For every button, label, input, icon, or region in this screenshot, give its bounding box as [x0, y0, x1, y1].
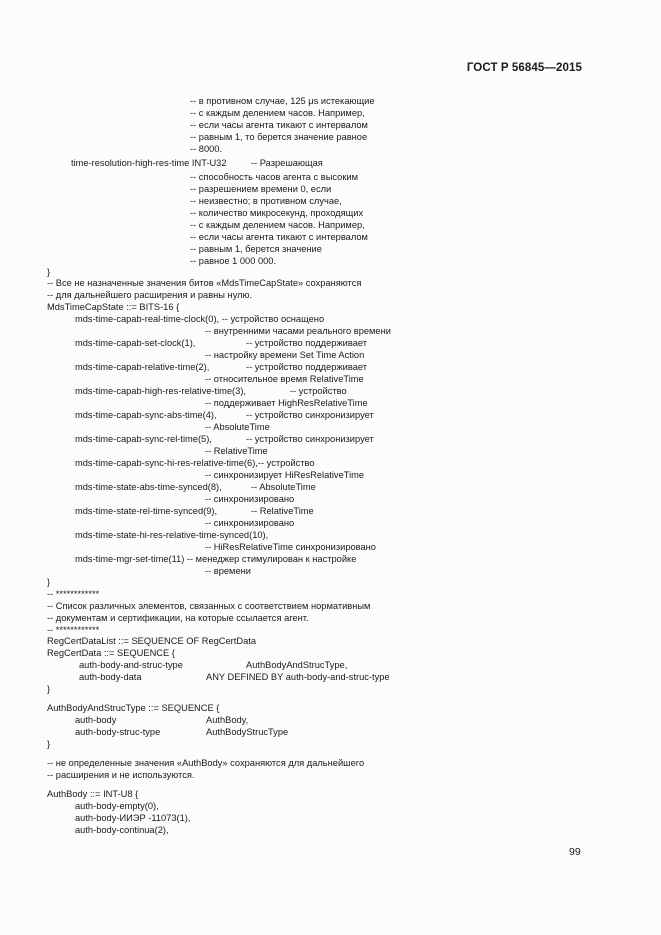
code-line: -- ************	[47, 625, 100, 635]
code-line: -- Список различных элементов, связанных с соответствием нормативным	[47, 601, 371, 611]
code-line: auth-body	[75, 715, 117, 725]
code-line: mds-time-capab-sync-abs-time(4),	[75, 410, 217, 420]
code-line: mds-time-capab-real-time-clock(0), -- устройство оснащено	[75, 314, 325, 324]
code-line: -- внутренними часами реального времени	[205, 326, 391, 336]
code-line: -- синхронизировано	[205, 518, 295, 528]
code-line: AuthBody ::= INT-U8 {	[47, 789, 139, 799]
code-line: -- равным 1, то берется значение равное	[190, 132, 368, 142]
code-line: mds-time-capab-set-clock(1),	[75, 338, 196, 348]
code-line: -- равным 1, берется значение	[190, 244, 322, 254]
code-line: -- если часы агента тикают с интервалом	[190, 120, 368, 130]
code-line: -- с каждым делением часов. Например,	[190, 220, 365, 230]
code-line: RegCertData ::= SEQUENCE {	[47, 648, 175, 658]
code-line: -- синхронизирует HiResRelativeTime	[205, 470, 365, 480]
code-line: -- разрешением времени 0, если	[190, 184, 332, 194]
code-line: mds-time-capab-relative-time(2),	[75, 362, 210, 372]
code-line: auth-body-ИИЭР -11073(1),	[75, 813, 191, 823]
code-line: ANY DEFINED BY auth-body-and-struc-type	[206, 672, 390, 682]
code-line: -- если часы агента тикают с интервалом	[190, 232, 368, 242]
code-line: mds-time-capab-high-res-relative-time(3),	[75, 386, 247, 396]
code-line: -- настройку времени Set Time Action	[205, 350, 365, 360]
code-line: -- устройство поддерживает	[246, 362, 367, 372]
code-line: -- RelativeTime	[205, 446, 268, 456]
code-line: time-resolution-high-res-time INT-U32	[71, 158, 227, 168]
code-line: AuthBodyAndStrucType ::= SEQUENCE {	[47, 703, 220, 713]
code-line: -- устройство синхронизирует	[246, 434, 374, 444]
code-line: -- времени	[205, 566, 251, 576]
code-line: RegCertDataList ::= SEQUENCE OF RegCertData	[47, 636, 256, 646]
code-line: -- поддерживает HighResRelativeTime	[205, 398, 368, 408]
code-line: -- RelativeTime	[251, 506, 314, 516]
code-line: AuthBodyStrucType	[206, 727, 289, 737]
code-line: }	[47, 739, 51, 749]
code-line: auth-body-and-struc-type	[79, 660, 183, 670]
code-line: -- для дальнейшего расширения и равны нулю.	[47, 290, 253, 300]
code-line: MdsTimeCapState ::= BITS-16 {	[47, 302, 180, 312]
code-line: -- устройство синхронизирует	[246, 410, 374, 420]
code-line: }	[47, 267, 51, 277]
code-line: mds-time-state-rel-time-synced(9),	[75, 506, 218, 516]
code-line: mds-time-capab-sync-hi-res-relative-time(6),-- устройство	[75, 458, 315, 468]
code-line: -- HiResRelativeTime синхронизировано	[205, 542, 376, 552]
code-line: mds-time-capab-sync-rel-time(5),	[75, 434, 212, 444]
code-line: mds-time-mgr-set-time(11) -- менеджер стимулирован к настройке	[75, 554, 357, 564]
code-line: -- расширения и не используются.	[47, 770, 195, 780]
code-line: -- 8000.	[190, 144, 223, 154]
code-line: -- Все не назначенные значения битов «MdsTimeCapState» сохраняются	[47, 278, 362, 288]
code-line: mds-time-state-hi-res-relative-time-synced(10),	[75, 530, 269, 540]
code-line: -- равное 1 000 000.	[190, 256, 277, 266]
page-header: ГОСТ Р 56845—2015	[466, 62, 582, 74]
code-line: auth-body-data	[79, 672, 142, 682]
code-line: -- относительное время RelativeTime	[205, 374, 364, 384]
code-line: -- ************	[47, 589, 100, 599]
code-line: -- синхронизировано	[205, 494, 295, 504]
code-line: -- устройство поддерживает	[246, 338, 367, 348]
code-line: auth-body-continua(2),	[75, 825, 169, 835]
code-line: AuthBody,	[206, 715, 249, 725]
code-line: -- количество микросекунд, проходящих	[190, 208, 364, 218]
code-line: mds-time-state-abs-time-synced(8),	[75, 482, 222, 492]
code-line: -- AbsoluteTime	[205, 422, 270, 432]
code-line: -- не определенные значения «AuthBody» сохраняются для дальнейшего	[47, 758, 365, 768]
code-line: -- устройство	[290, 386, 347, 396]
code-line: }	[47, 684, 51, 694]
code-line: -- Разрешающая	[251, 158, 323, 168]
page-number: 99	[569, 846, 581, 858]
code-line: -- с каждым делением часов. Например,	[190, 108, 365, 118]
code-line: -- в противном случае, 125 μs истекающие	[190, 96, 375, 106]
code-line: AuthBodyAndStrucType,	[246, 660, 348, 670]
code-line: auth-body-struc-type	[75, 727, 161, 737]
code-line: -- неизвестно; в противном случае,	[190, 196, 342, 206]
code-line: -- документам и сертификации, на которые ссылается агент.	[47, 613, 309, 623]
code-line: auth-body-empty(0),	[75, 801, 159, 811]
code-line: }	[47, 577, 51, 587]
code-line: -- способность часов агента с высоким	[190, 172, 358, 182]
code-line: -- AbsoluteTime	[251, 482, 316, 492]
